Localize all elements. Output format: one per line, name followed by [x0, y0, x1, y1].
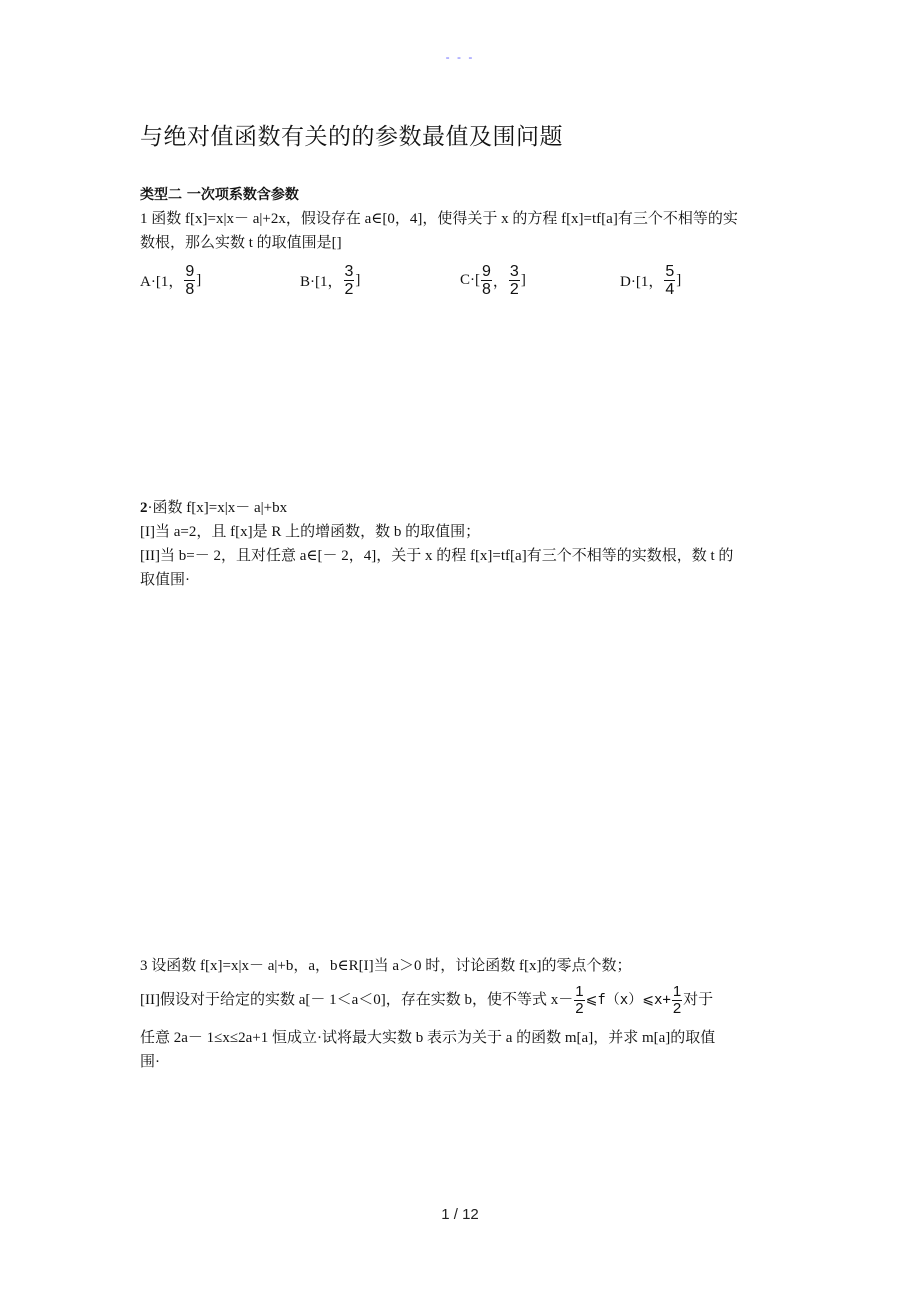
fraction-numerator: 5: [665, 262, 675, 280]
option-a-label: A·[1，: [140, 273, 184, 290]
fraction-denominator: 4: [665, 280, 675, 298]
question-2-stem-text: ·函数 f[x]=x|x－ a|+bx: [147, 500, 288, 516]
option-b: [300, 258, 360, 302]
option-c-fraction-1: [481, 263, 492, 298]
question-3-part-2: [140, 984, 790, 1017]
question-3-line-4: 围·: [140, 1054, 160, 1070]
question-1-options: [140, 258, 790, 302]
fraction-denominator: 8: [482, 280, 491, 298]
question-3-part-2-suffix: 对于: [683, 991, 714, 1008]
question-3-continuation: [140, 1026, 790, 1074]
question-2: [140, 496, 790, 592]
option-d-label: D·[1，: [620, 273, 664, 290]
fraction-numerator: 1: [672, 983, 682, 1000]
section-heading: 类型二 一次项系数含参数: [140, 187, 299, 203]
option-b-fraction: [344, 263, 355, 298]
option-a-close: ]: [196, 271, 202, 288]
question-3-line-3: 任意 2a－ 1≤x≤2a+1 恒成立·试将最大实数 b 表示为关于 a 的函数 m[a]，并求 m[a]的取值: [140, 1030, 716, 1046]
fraction-denominator: 2: [344, 280, 354, 298]
question-3-part-2-prefix: [II]假设对于给定的实数 a[－ 1＜a＜0]，存在实数 b，使不等式 x－: [140, 991, 574, 1008]
fraction-denominator: 2: [509, 280, 519, 298]
inequality-fraction-1: [574, 984, 584, 1017]
fraction-numerator: 3: [509, 262, 519, 280]
option-d: [620, 258, 681, 302]
question-2-part-2-line-2: 取值围·: [140, 572, 190, 588]
page-number: 1 / 12: [441, 1206, 479, 1223]
question-2-part-1: [I]当 a=2，且 f[x]是 R 上的增函数，数 b 的取值围；: [140, 524, 481, 540]
option-b-label: B·[1，: [300, 273, 343, 290]
question-1: [140, 207, 790, 255]
fraction-numerator: 9: [185, 262, 195, 280]
fraction-numerator: 9: [482, 262, 491, 280]
fraction-denominator: 2: [672, 1000, 682, 1017]
option-c-separator: ，: [492, 273, 508, 290]
fraction-denominator: 2: [575, 1000, 584, 1017]
option-a: [140, 258, 201, 302]
question-1-line-1: 1 函数 f[x]=x|x－ a|+2x，假设存在 a∈[0，4]，使得关于 x 的方程 f[x]=tf[a]有三个不相等的实: [140, 211, 738, 227]
inequality-middle: ⩽f（x）⩽x+: [585, 991, 671, 1008]
option-c-label: C·[: [460, 271, 480, 288]
question-2-part-2-line-1: [II]当 b=－ 2，且对任意 a∈[－ 2，4]，关于 x 的程 f[x]=tf[a]有三个不相等的实数根，数 t 的: [140, 548, 734, 564]
fraction-numerator: 3: [344, 262, 354, 280]
question-1-line-2: 数根，那么实数 t 的取值围是[]: [140, 235, 342, 251]
option-d-close: ]: [676, 271, 682, 288]
question-2-number: 2: [140, 500, 148, 516]
question-2-stem: [140, 496, 790, 520]
page-title: 与绝对值函数有关的的参数最值及围问题: [140, 124, 563, 150]
question-3-line-1: 3 设函数 f[x]=x|x－ a|+b，a，b∈R[I]当 a＞0 时，讨论函数 f[x]的零点个数；: [140, 958, 632, 974]
header-mark: - - -: [445, 50, 475, 64]
option-c-fraction-2: [509, 263, 520, 298]
option-b-close: ]: [355, 271, 361, 288]
option-c-close: ]: [520, 271, 526, 288]
fraction-denominator: 8: [185, 280, 195, 298]
inequality-fraction-2: [672, 984, 682, 1017]
option-a-fraction: [184, 263, 195, 298]
fraction-numerator: 1: [575, 983, 584, 1000]
option-d-fraction: [664, 263, 675, 298]
option-c: [460, 258, 526, 302]
